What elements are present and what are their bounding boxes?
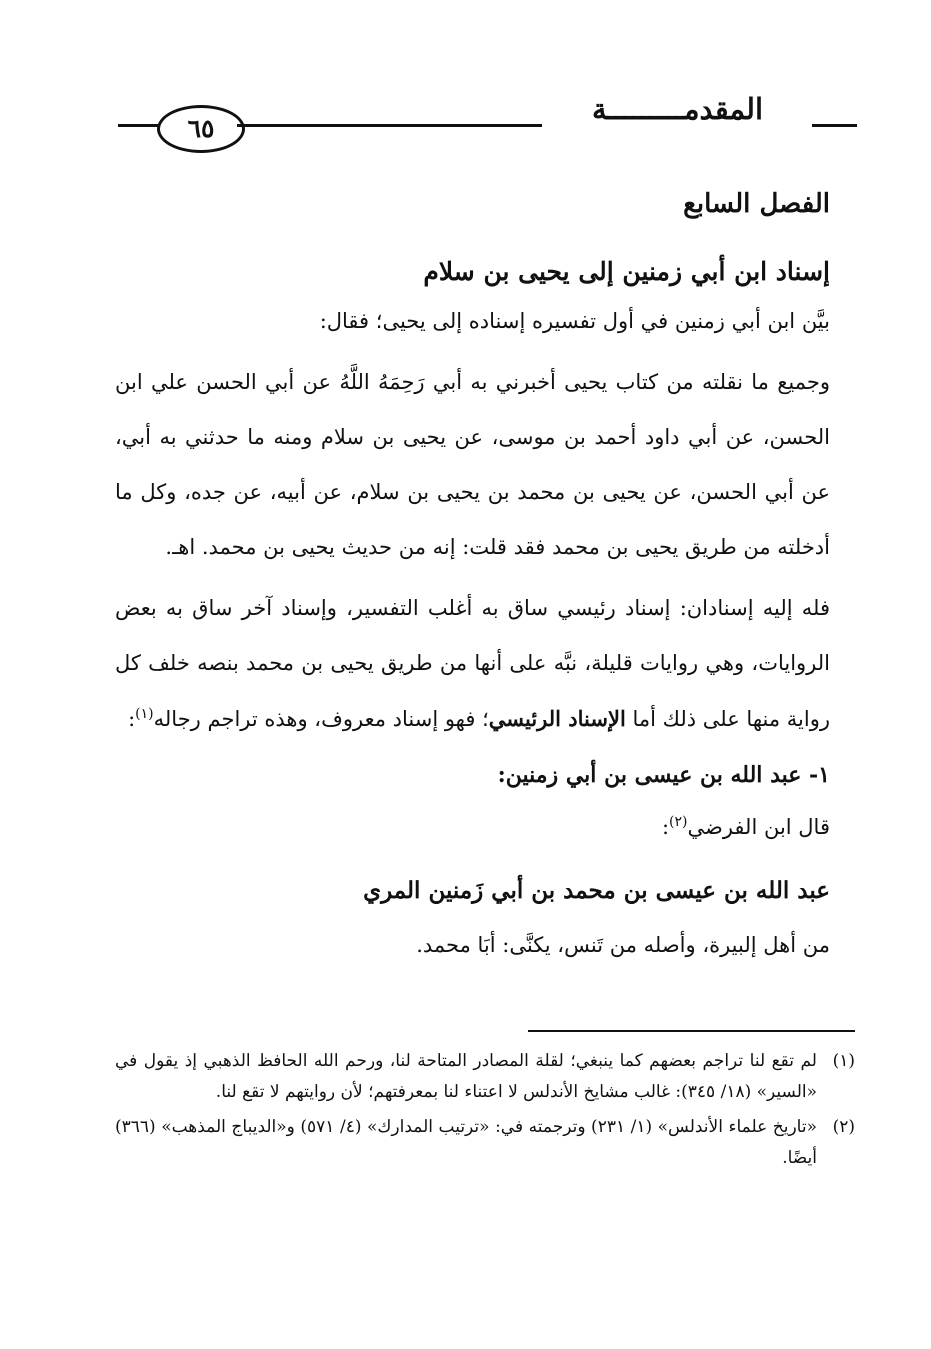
footnote-number: (٢): [832, 1117, 855, 1137]
footnote-text: لم تقع لنا تراجم بعضهم كما ينبغي؛ لقلة المصادر المتاحة لنا، ورحم الله الحافظ الذهبي إذ يقول في «السير» (١٨/ ٣٤٥): غالب مشايخ الأندلس لا اعتناء لنا بمعرفتهم؛ لأن روايتهم لا تقع لنا.: [115, 1051, 817, 1102]
intro-paragraph: بيَّن ابن أبي زمنين في أول تفسيره إسناده إلى يحيى؛ فقال:: [319, 309, 830, 333]
page-number: ٦٥: [157, 105, 245, 153]
quote-paragraph: وجميع ما نقلته من كتاب يحيى أخبرني به أبي رَحِمَهُ اللَّهُ عن أبي الحسن علي ابن الحسن، عن أبي داود أحمد بن موسى، عن يحيى بن سلام ومنه ما حدثني به أبي، عن أبي الحسن، عن يحيى بن محمد بن يحيى بن سلام، عن أبيه، عن جده، وكل ما أدخلته من طريق يحيى بن محمد فقد قلت: إنه من حديث يحيى بن محمد. اهـ.: [115, 370, 830, 559]
isnad-paragraph: [115, 581, 830, 747]
isnad-end-colon: :: [128, 707, 136, 731]
source-text: قال ابن الفرضي: [687, 815, 830, 839]
item-heading: ١- عبد الله بن عيسى بن أبي زمنين:: [497, 762, 830, 788]
header-rule-middle: [237, 124, 542, 127]
isnad-tail-text: ؛ فهو إسناد معروف، وهذه تراجم رجاله: [153, 707, 489, 731]
header-rule-right: [812, 124, 857, 127]
footnote-text: «تاريخ علماء الأندلس» (١/ ٢٣١) وترجمته في: «ترتيب المدارك» (٤/ ٥٧١) و«الديباج المذهب» (٣٦٦) أيضًا.: [115, 1117, 817, 1168]
footnotes: [115, 1046, 855, 1178]
biography-description: من أهل إلبيرة، وأصله من تَنس، يكنَّى: أبَا محمد.: [416, 933, 830, 957]
section-title: إسناد ابن أبي زمنين إلى يحيى بن سلام: [423, 257, 830, 286]
running-header: [0, 0, 931, 160]
isnad-lead-text: فله إليه إسنادان: إسناد رئيسي ساق به أغلب التفسير، وإسناد آخر ساق به بعض الروايات، وهي روايات قليلة، نبَّه على أنها من طريق يحيى بن محمد بنصه خلف كل رواية منها على ذلك أما: [115, 596, 830, 731]
isnad-bold-term: الإسناد الرئيسي: [488, 706, 626, 731]
footnote-separator: [528, 1030, 855, 1032]
footnote-2: [115, 1112, 855, 1174]
biography-name: عبد الله بن عيسى بن محمد بن أبي زَمنين المري: [363, 877, 830, 904]
footnote-ref-2[interactable]: (٢): [669, 814, 688, 830]
header-rule-left: [118, 124, 158, 127]
footnote-ref-1[interactable]: (١): [135, 706, 154, 722]
running-title: المقدمـــــــــة: [591, 92, 764, 126]
source-colon: :: [661, 815, 670, 839]
source-line: [115, 801, 830, 853]
main-text: [115, 170, 830, 971]
chapter-title: الفصل السابع: [683, 189, 830, 219]
footnote-1: [115, 1046, 855, 1108]
footnote-number: (١): [832, 1051, 855, 1071]
